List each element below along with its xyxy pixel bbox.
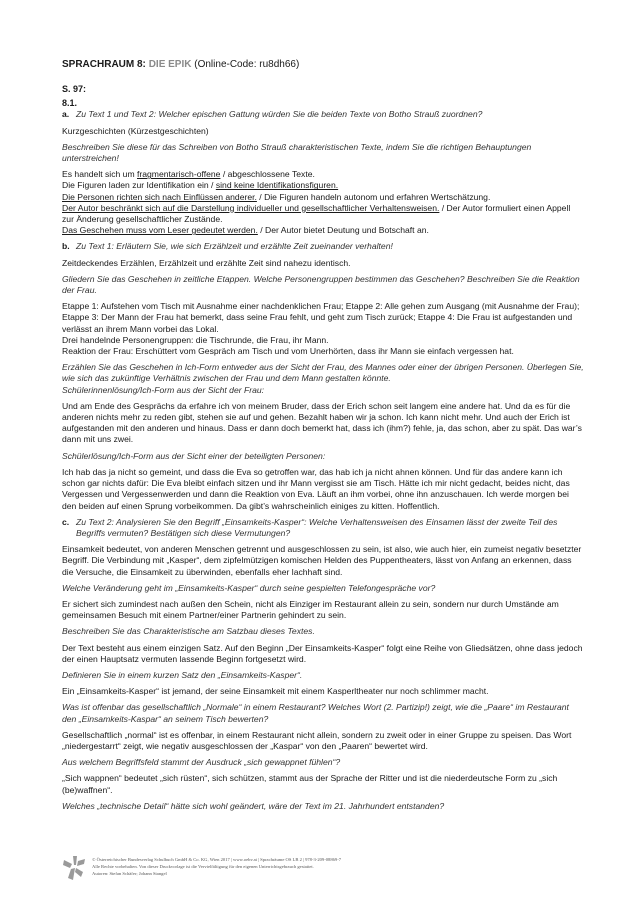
underlined-statement: Die Personen richten sich nach Einflüssen anderer. [62, 191, 257, 202]
footer-text [92, 854, 341, 877]
heading-title: DIE EPIK [148, 59, 192, 70]
question-text: Erzählen Sie das Geschehen in Ich-Form entweder aus der Sicht der Frau, des Mannes oder einer der übrigen Personen. Überlegen Sie, wie sich das zukünftige Verhältnis zwischen der Frau und dem Mann gestalten könnte. [62, 362, 584, 384]
section-heading [62, 58, 584, 71]
question-letter: a. [62, 109, 70, 120]
publisher-logo-icon [62, 854, 86, 882]
groups-text: Drei handelnde Personengruppen: die Tischrunde, die Frau, ihr Mann. [62, 334, 329, 345]
question-text: Zu Text 1: Erläutern Sie, wie sich Erzählzeit und erzählte Zeit zueinander verhalten! [76, 241, 393, 252]
question-c-2: Welche Veränderung geht im „Einsamkeits-Kasper“ durch seine gespielten Telefongespräche vor? [62, 582, 436, 593]
document-content [62, 58, 584, 817]
underlined-statement: fragmentarisch-offene [137, 169, 221, 180]
statement-2: Die Figuren laden zur Identifikation ein / sind keine Identifikationsfiguren. [62, 180, 339, 191]
answer-c-3: Der Text besteht aus einem einzigen Satz. Auf den Beginn „Der Einsamkeits-Kasper“ folgt eine Reihe von Gliedsätzen, ohne dass jedoch der einen Hauptsatz vermuten lassende Beginn fortgesetzt wird. [62, 642, 583, 664]
answer-c-2: Er sichert sich zumindest nach außen den Schein, nicht als Einziger im Restaurant allein zu sein, sondern nur durch Umstände am gemeinsamen Besuch mit einem Partner/einer Partnerin gehindert zu sein. [62, 598, 559, 621]
question-text: Zu Text 1 und Text 2: Welcher epischen Gattung würden Sie die beiden Texte von Botho Strauß zuordnen? [76, 109, 483, 120]
question-c-7: Welches „technische Detail“ hätte sich wohl geändert, wäre der Text im 21. Jahrhundert entstanden? [62, 800, 445, 811]
question-b [62, 241, 584, 252]
statement-1: Es handelt sich um fragmentarisch-offene / abgeschlossene Texte. [62, 169, 315, 180]
question-letter: b. [62, 241, 70, 252]
instruction-a: Beschreiben Sie diese für das Schreiben von Botho Strauß charakteristischen Texte, indem Sie die richtigen Behauptungen unterstreichen! [62, 141, 532, 164]
page-reference: S. 97: [62, 84, 87, 94]
question-c [62, 517, 584, 539]
solution-label-b-4: Schülerlösung/Ich-Form aus der Sicht einer der beteiligten Personen: [62, 450, 326, 461]
answer-c-4: Ein „Einsamkeits-Kasper“ ist jemand, der seine Einsamkeit mit einem Kasperltheater nur noch schlimmer macht. [62, 686, 489, 697]
underlined-statement: sind keine Identifikationsfiguren. [215, 180, 339, 191]
online-code: (Online-Code: ru8dh66) [194, 59, 300, 70]
answer-c-5: Gesellschaftlich „normal“ ist es offenbar, in einem Restaurant nicht allein, sondern zu zweit oder in einer Gruppe zu speisen. Das Wort „niedergestarrt“ zeigt, wie negativ ausgeschlossen der „Kaspar“ von den „Paaren“ bewertet wird. [62, 729, 572, 751]
statement-5: Das Geschehen muss vom Leser gedeutet werden. / Der Autor bietet Deutung und Botschaft an. [62, 225, 429, 236]
answer-a: Kurzgeschichten (Kürzestgeschichten) [62, 125, 209, 136]
question-c-4: Definieren Sie in einem kurzen Satz den „Einsamkeits-Kasper“. [62, 669, 303, 680]
underlined-statement: Der Autor beschränkt sich auf die Darstellung individueller und gesellschaftlicher Verhaltensweisen. [62, 202, 440, 213]
statement-3: Die Personen richten sich nach Einflüssen anderer. / Die Figuren handeln autonom und erfahren Wertschätzung. [62, 191, 491, 202]
answer-b-2 [62, 301, 584, 357]
authors-line: Autoren: Stefan Schäfer; Johann Stangel [92, 871, 167, 876]
statement-4: Der Autor beschränkt sich auf die Darstellung individueller und gesellschaftlicher Verhaltensweisen. / Der Autor formuliert einen Appell zur Änderung gesellschaftlicher Zustände. [62, 202, 571, 225]
heading-prefix: SPRACHRAUM 8: [62, 59, 146, 70]
question-text: Zu Text 2: Analysieren Sie den Begriff „Einsamkeits-Kasper“: Welche Verhaltensweisen des Einsamen lässt der zweite Teil des Begriffs vermuten? Bestätigen sich diese Vermutungen? [76, 516, 558, 538]
solution-label: Schülerinnenlösung/Ich-Form aus der Sicht der Frau: [62, 384, 265, 395]
answer-b-3: Und am Ende des Gesprächs da erfahre ich von meinem Bruder, dass der Erich schon seit langem eine andere hat. Und da es für die anderen nichts mehr zu reden gibt, stehen sie auf und gehen. Bezahlt haben wir ja schon. Ich kann nicht mehr. Und auch der Erich ist aufgestanden mit den anderen und hinaus. Dass er dann doch bemerkt hat, dass ich (ihm?) fehle, ja, das schon, aber zu spät. Das war’s dann mit uns zwei. [62, 400, 582, 445]
question-a [62, 109, 584, 120]
statements-a [62, 169, 584, 236]
footer [62, 854, 584, 890]
question-b-2: Gliedern Sie das Geschehen in zeitliche Etappen. Welche Personengruppen bestimmen das Geschehen? Beschreiben Sie die Reaktion der Frau. [62, 273, 580, 296]
task-number: 8.1. [62, 98, 78, 109]
answer-c-6: „Sich wappnen“ bedeutet „sich rüsten“, sich schützen, stammt aus der Sprache der Ritter und ist die niederdeutsche Form zu „sich (be)waffnen“. [62, 773, 558, 795]
question-letter: c. [62, 516, 70, 527]
reaction-text: Reaktion der Frau: Erschüttert vom Gespräch am Tisch und vom Unerhörten, dass ihr Mann sie einfach vergessen hat. [62, 346, 514, 357]
stages-text: Etappe 1: Aufstehen vom Tisch mit Ausnahme einer nachdenklichen Frau; Etappe 2: Alle gehen zum Ausgang (mit Ausnahme der Frau); Etappe 3: Der Mann der Frau hat bemerkt, dass seine Frau fehlt, und geht zum Tisch zurück; Etappe 4: Die Frau ist aufgestanden und verlässt an ihrem Mann vorbei das Lokal. [62, 301, 580, 334]
copyright-line: © Österreichischer Bundesverlag Schulbuch GmbH & Co. KG, Wien 2017 | www.oebv.at | Sprachräume OS LB 2 | 978-3-209-08869-7 [92, 857, 342, 862]
question-c-6: Aus welchem Begriffsfeld stammt der Ausdruck „sich gewappnet fühlen“? [62, 757, 341, 768]
answer-b: Zeitdeckendes Erzählen, Erzählzeit und erzählte Zeit sind nahezu identisch. [62, 257, 351, 268]
answer-b-4: Ich hab das ja nicht so gemeint, und dass die Eva so getroffen war, das hab ich ja nicht ahnen können. Und für das andere kann ich schon gar nichts dafür: Die Eva bleibt einfach sitzen und ihr Mann vergisst sie am Tisch. Hätte ich mir nicht gedacht, beides nicht, das Vergessen und Vergessenwerden und dann die Reaktion von Eva. Läuft an ihm vorbei, ohne ihn anzuschauen. Ich werde morgen bei den beiden auf einen Sprung vorbeikommen. Da gibt’s wahrscheinlich einiges zu kitten. Hoffentlich. [62, 466, 570, 511]
rights-line: Alle Rechte vorbehalten. Von dieser Druckvorlage ist die Vervielfältigung für den eigenen Unterrichtsgebrauch gestattet. [92, 864, 314, 869]
question-c-5: Was ist offenbar das gesellschaftlich „Normale“ in einem Restaurant? Welches Wort (2. Partizip!) zeigt, wie die „Paare“ im Restaurant den „Einsamkeits-Kaspar“ an seinem Tisch bewerten? [62, 702, 569, 724]
underlined-statement: Das Geschehen muss vom Leser gedeutet werden. [62, 225, 258, 236]
answer-c: Einsamkeit bedeutet, von anderen Menschen getrennt und ausgeschlossen zu sein, ist also, wie auch hier, ein zumeist negativ besetzter Begriff. Die Verbindung mit „Kasper“, dem zipfelmützigen komischen Helden des Puppentheaters, lässt von Anfang an erkennen, dass die Versuche, die Einsamkeit zu überwinden, ebenfalls eher lachhaft sind. [62, 544, 582, 577]
question-c-3: Beschreiben Sie das Charakteristische am Satzbau dieses Textes. [62, 626, 315, 637]
question-b-3 [62, 362, 584, 396]
